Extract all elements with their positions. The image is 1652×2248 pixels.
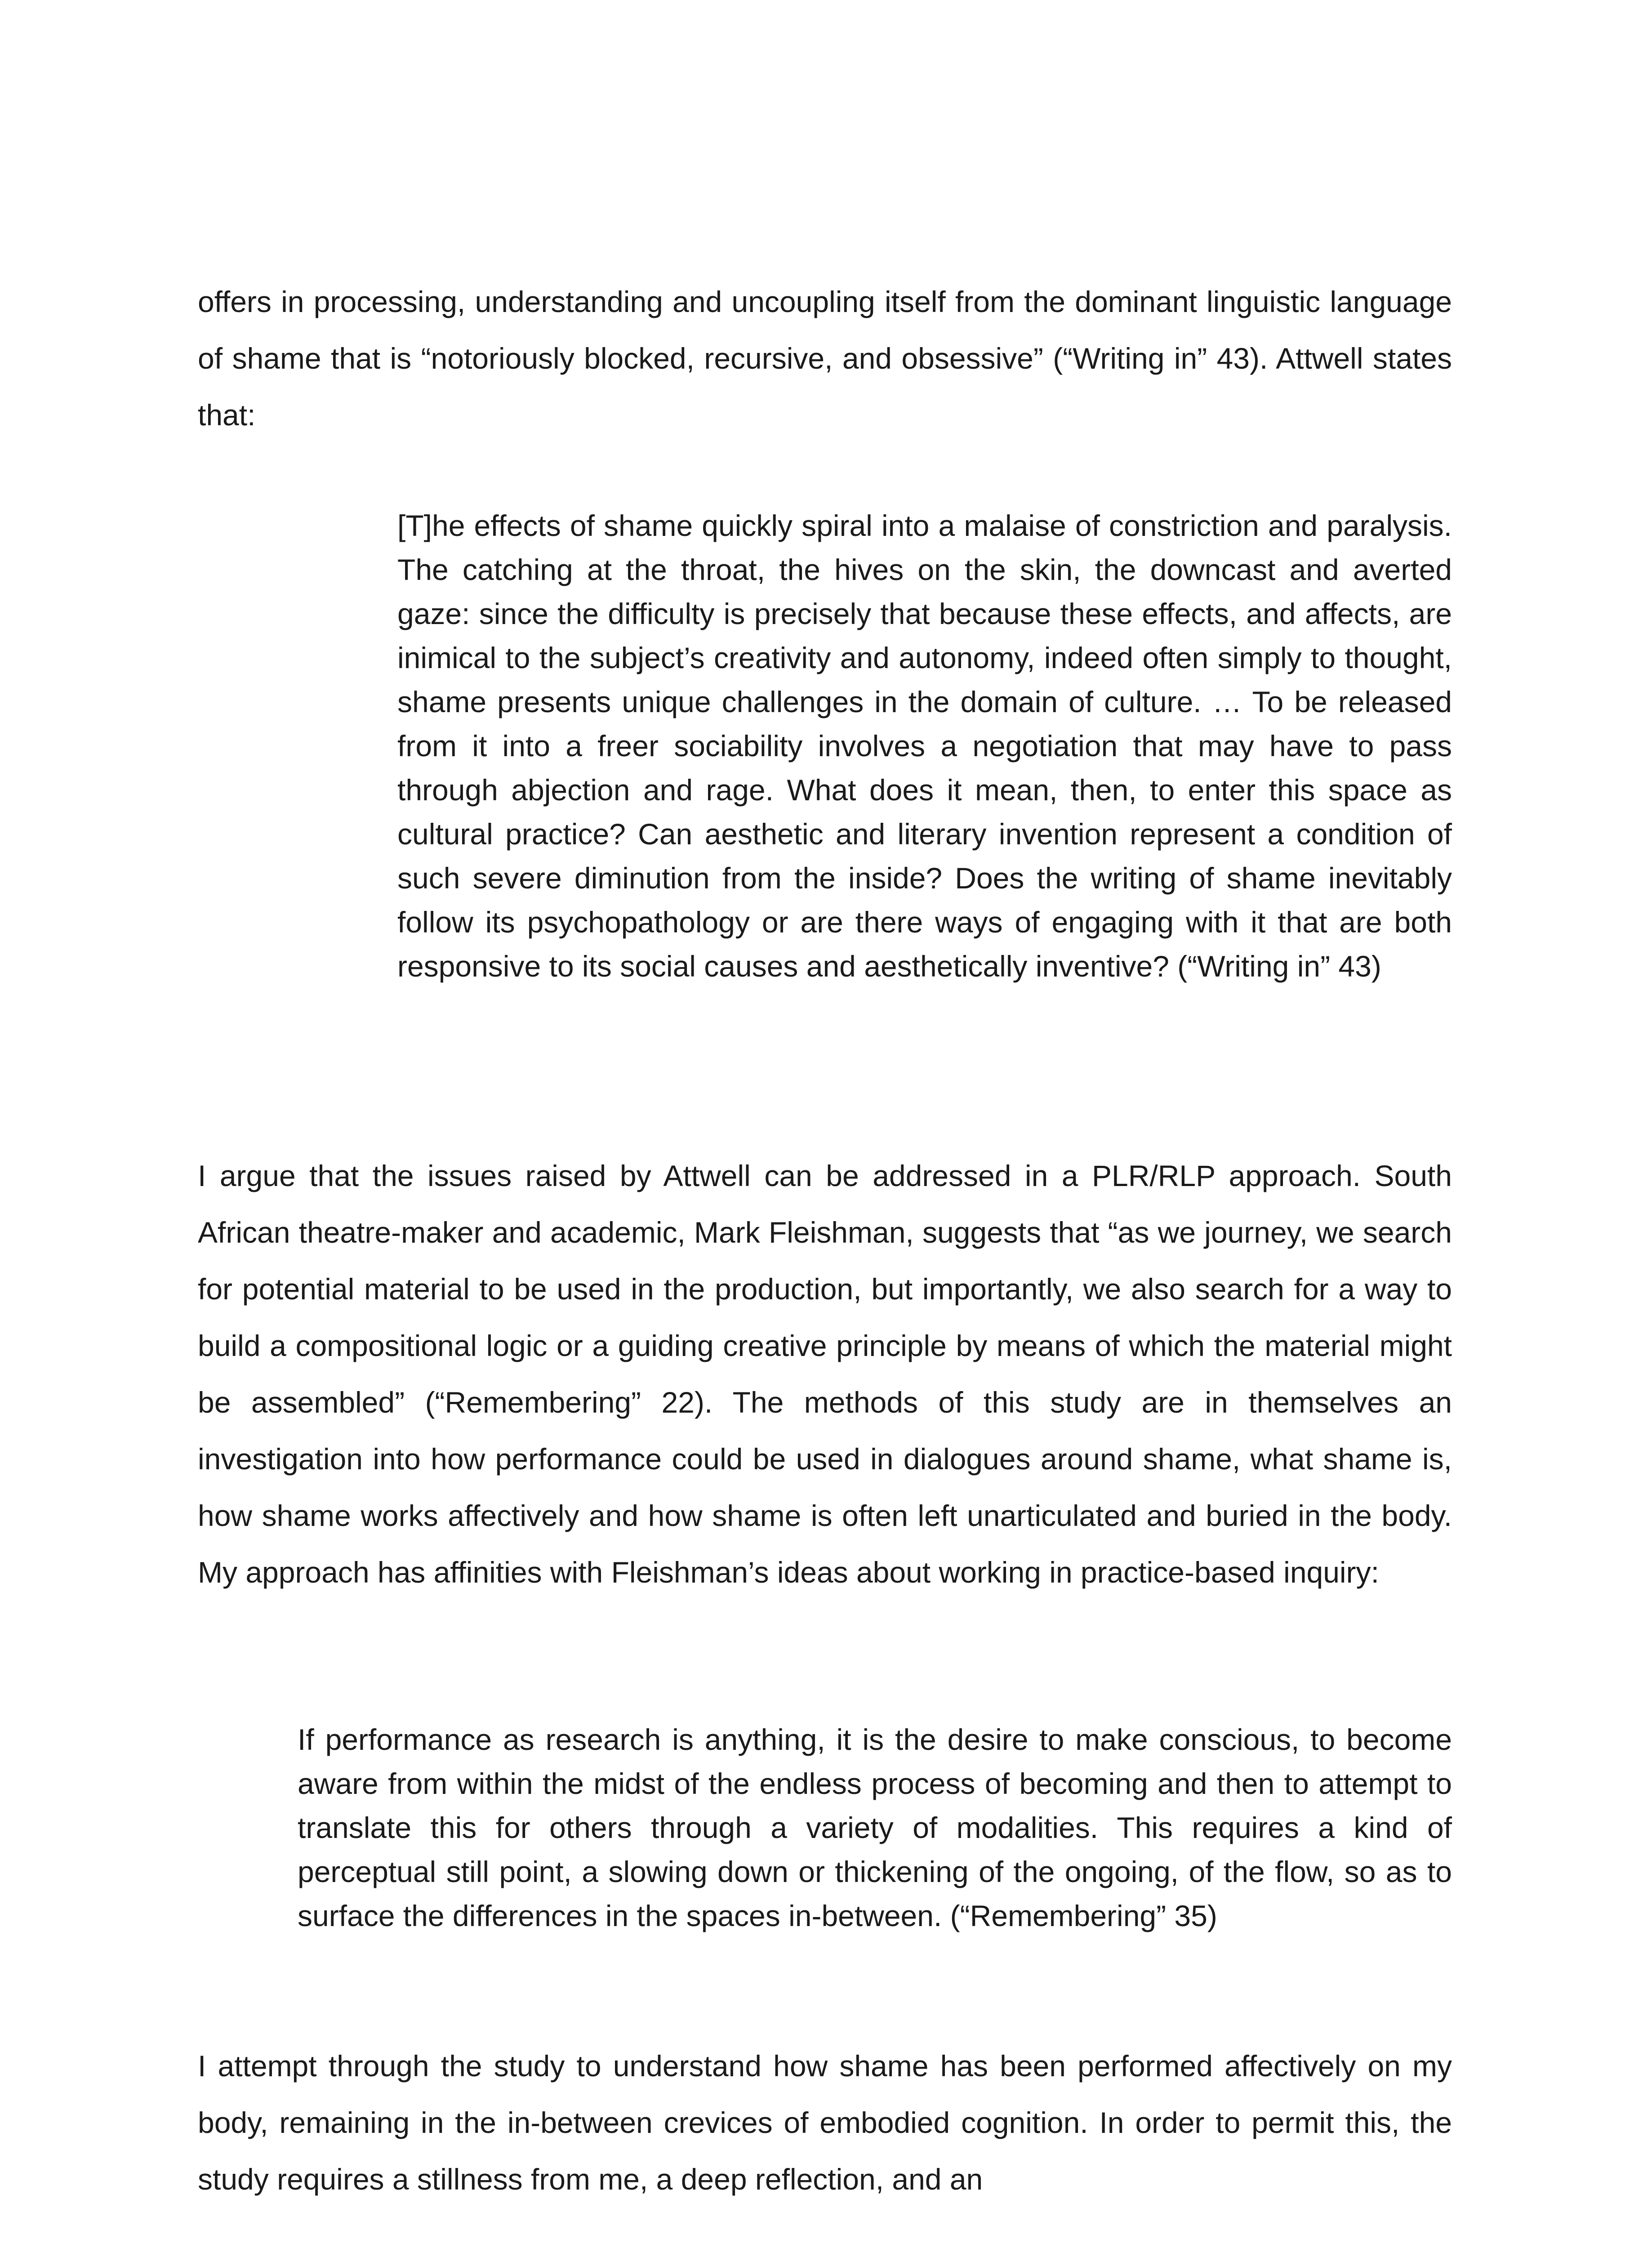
- body-paragraph-1: offers in processing, understanding and uncoupling itself from the dominant linguistic language of shame that is “notoriously blocked, recursive, and obsessive” (“Writing in” 43). Attwell states that:: [198, 285, 1452, 432]
- block-quote-attwell: [T]he effects of shame quickly spiral into a malaise of constriction and paralysis. The catching at the throat, the hives on the skin, the downcast and averted gaze: since the difficulty is precisely that because these effects, and affects, are inimical to the subject’s creativity and autonomy, indeed often simply to thought, shame presents unique challenges in the domain of culture. … To be released from it into a freer sociability involves a negotiation that may have to pass through abjection and rage. What does it mean, then, to enter this space as cultural practice? Can aesthetic and literary invention represent a condition of such severe diminution from the inside? Does the writing of shame inevitably follow its psychopathology or are there ways of engaging with it that are both responsive to its social causes and aesthetically inventive? (“Writing in” 43): [397, 509, 1452, 983]
- block-quote-fleishman: If performance as research is anything, it is the desire to make conscious, to become aware from within the midst of the endless process of becoming and then to attempt to translate this for others through a variety of modalities. This requires a kind of perceptual still point, a slowing down or thickening of the ongoing, of the flow, so as to surface the differences in the spaces in-between. (“Remembering” 35): [298, 1723, 1452, 1932]
- body-paragraph-2: I argue that the issues raised by Attwell can be addressed in a PLR/RLP approach. South African theatre-maker and academic, Mark Fleishman, suggests that “as we journey, we search for potential material to be used in the production, but importantly, we also search for a way to build a compositional logic or a guiding creative principle by means of which the material might be assembled” (“Remembering” 22). The methods of this study are in themselves an investigation into how performance could be used in dialogues around shame, what shame is, how shame works affectively and how shame is often left unarticulated and buried in the body. My approach has affinities with Fleishman’s ideas about working in practice-based inquiry:: [198, 1159, 1452, 1589]
- body-paragraph-3: I attempt through the study to understand how shame has been performed affectively on my body, remaining in the in-between crevices of embodied cognition. In order to permit this, the study requires a stillness from me, a deep reflection, and an: [198, 2049, 1452, 2196]
